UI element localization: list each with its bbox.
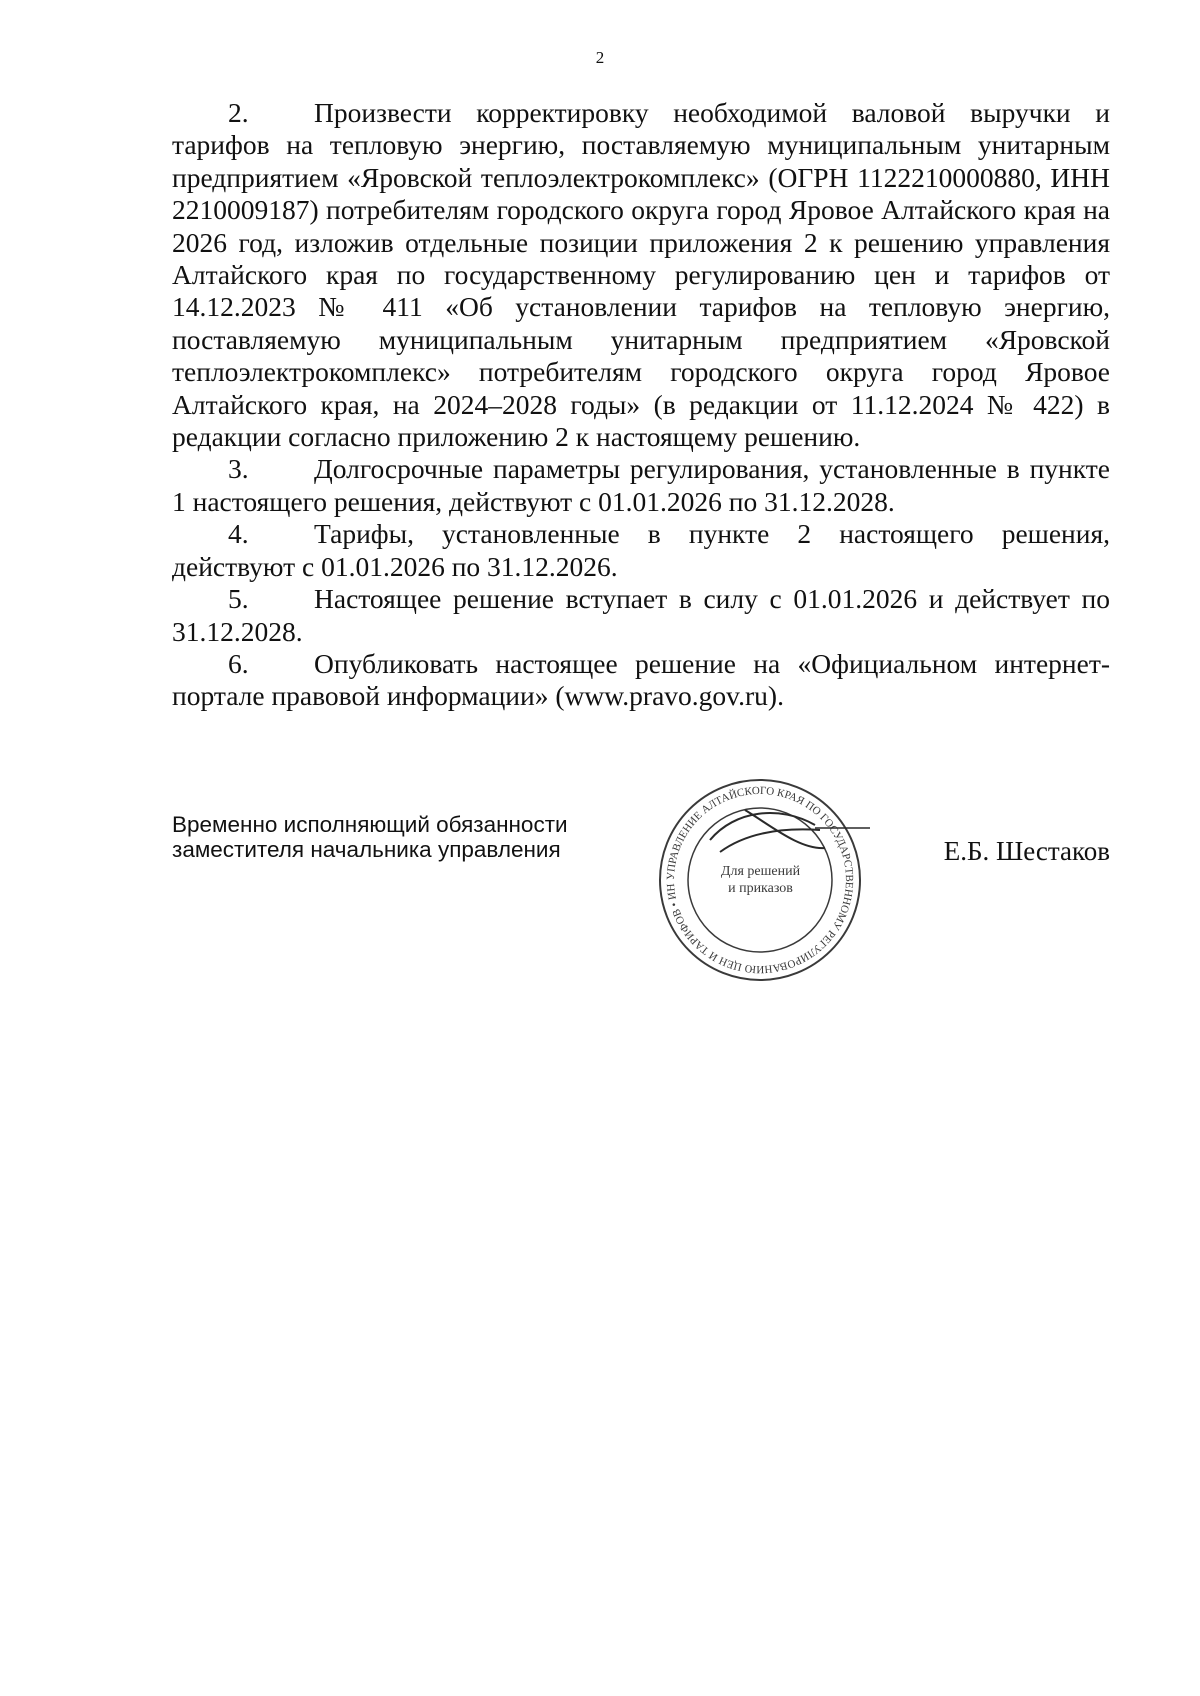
paragraph-text: Тарифы, установленные в пункте 2 настоящего решения, действуют с 01.01.2026 по 31.12.2026.: [172, 518, 1110, 582]
stamp-inner-text: [703, 863, 818, 897]
paragraph-number: 6.: [228, 647, 249, 679]
paragraph-number: 2.: [228, 97, 249, 128]
stamp-inner-line-2: и приказов: [728, 881, 793, 896]
signatory-position: [172, 812, 568, 862]
paragraph-number: 5.: [228, 583, 249, 615]
paragraph-text: Долгосрочные параметры регулирования, установленные в пункте 1 настоящего решения, действуют с 01.01.2026 по 31.12.2028.: [172, 453, 1110, 517]
paragraph-2: [172, 97, 1110, 453]
page-number: 2: [595, 48, 605, 67]
position-line-2: заместителя начальника управления: [172, 837, 561, 862]
paragraph-6: [172, 648, 1110, 713]
paragraph-number: 3.: [228, 453, 249, 485]
paragraph-3: [172, 453, 1110, 518]
paragraph-text: Произвести корректировку необходимой валовой выручки и тарифов на тепловую энергию, поставляемую муниципальным унитарным предприятием «Яровской теплоэлектрокомплекс» (ОГРН 1122210000880, ИНН 2210009187) потребителям городского округа город Яровое Алтайского края на 2026 год, изложив отдельные позиции приложения 2 к решению управления Алтайского края по государственному регулированию цен и тарифов от 14.12.2023 № 411 «Об установлении тарифов на тепловую энергию, поставляемую муниципальным унитарным предприятием «Яровской теплоэлектрокомплекс» потребителям городского округа город Яровое Алтайского края, на 2024–2028 годы» (в редакции от 11.12.2024 № 422) в редакции согласно приложению 2 к настоящему решению.: [172, 97, 1110, 453]
document-body: [172, 97, 1110, 713]
paragraph-4: [172, 518, 1110, 583]
position-line-1: Временно исполняющий обязанности: [172, 812, 568, 837]
paragraph-text: Настоящее решение вступает в силу с 01.01.2026 и действует по 31.12.2028.: [172, 583, 1110, 647]
paragraph-text: Опубликовать настоящее решение на «Официальном интернет-портале правовой информации» (www.pravo.gov.ru).: [172, 647, 1110, 712]
paragraph-5: [172, 583, 1110, 648]
stamp-inner-line-1: Для решений: [720, 864, 801, 879]
stamp-ring-text: УПРАВЛЕНИЕ АЛТАЙСКОГО КРАЯ ПО ГОСУДАРСТВЕННОМУ РЕГУЛИРОВАНИЮ ЦЕН И ТАРИФОВ • ИН: [664, 784, 856, 976]
paragraph-number: 4.: [228, 518, 249, 550]
signer-name: Е.Б. Шестаков: [943, 836, 1110, 866]
